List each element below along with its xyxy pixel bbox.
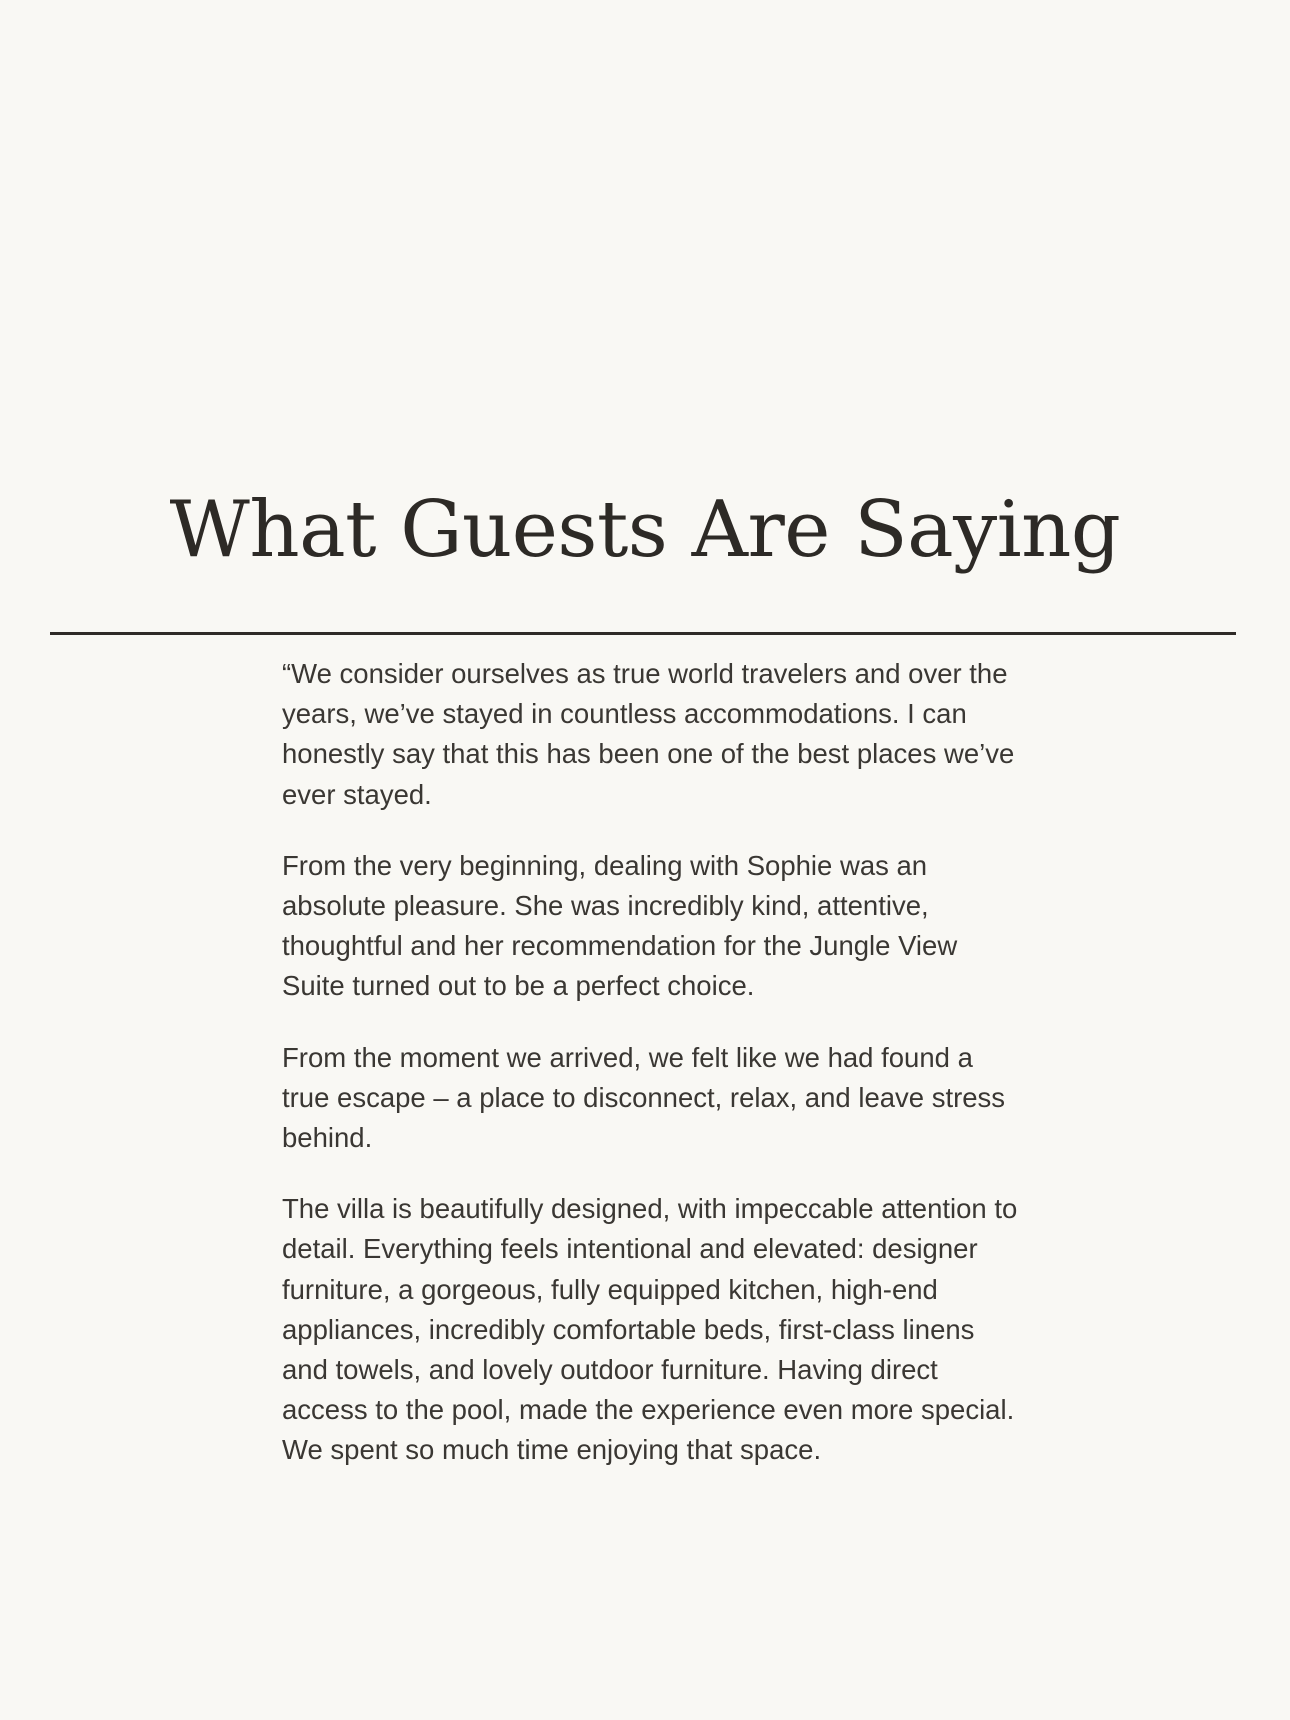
page-title: What Guests Are Saying [169, 485, 1121, 575]
testimonial-paragraph: From the very beginning, dealing with Sophie was an absolute pleasure. She was incredibly kind, attentive, thoughtful and her recommendation for the Jungle View Suite turned out to be a perfect choice. [282, 849, 958, 1002]
testimonial-paragraph: “We consider ourselves as true world travelers and over the years, we’ve stayed in countless accommodations. I can honestly say that this has been one of the best places we’ve ever stayed. [282, 658, 1015, 810]
title-divider [50, 632, 1236, 635]
testimonial-quote [282, 654, 1022, 1502]
testimonial-paragraph: The villa is beautifully designed, with impeccable attention to detail. Everything feels intentional and elevated: designer furniture, a gorgeous, fully equipped kitchen, high-end appliances, incredibly comfortable beds, first-class linens and towels, and lovely outdoor furniture. Having direct access to the pool, made the experience even more special. We spent so much time enjoying that space. [282, 1193, 1018, 1466]
testimonial-paragraph: From the moment we arrived, we felt like we had found a true escape – a place to disconnect, relax, and leave stress behind. [282, 1041, 1006, 1154]
